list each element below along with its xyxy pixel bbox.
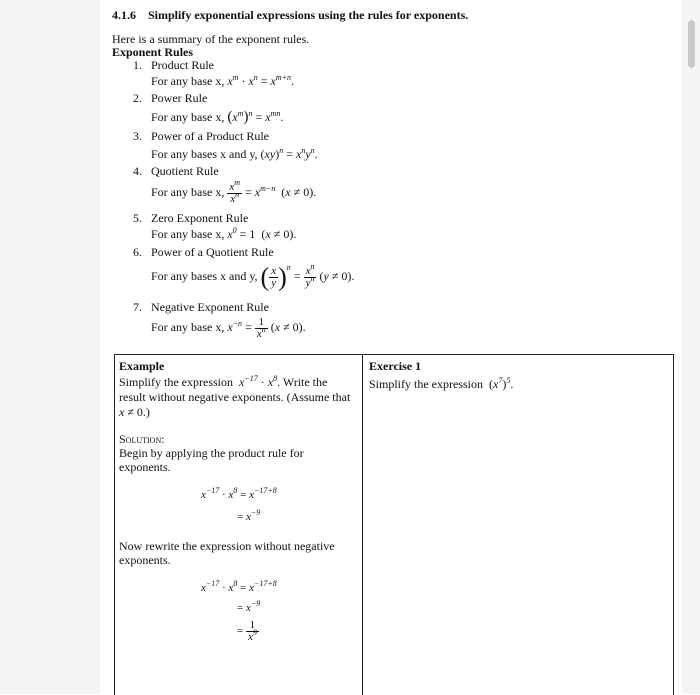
exercise-text: Simplify the expression $(x^7)^5$. [369, 376, 514, 391]
example-heading: Example [119, 359, 165, 373]
rule-formula: For any bases x and y, $(xy)^n = x^ny^n$. [151, 146, 318, 161]
math-line: = $x^{-9}$ [237, 508, 261, 523]
rule-number: 4. [133, 164, 142, 178]
example-line-1: Simplify the expression $x^{-17} \cdot x^8$. Write the [119, 374, 328, 389]
rule-formula: For any base x, $\frac{x^m}{x^n}$ = $x^{m-n}$ (x ≠ 0). [151, 177, 317, 205]
math-line: = $\frac{1}{x^9}$ [237, 619, 257, 643]
scrollbar-thumb[interactable] [688, 20, 695, 68]
document-page [100, 0, 682, 694]
rule-number: 3. [133, 129, 142, 143]
rule-name: Power Rule [151, 91, 208, 105]
solution-step-1: Begin by applying the product rule for [119, 446, 304, 460]
rule-number: 2. [133, 91, 142, 105]
intro-text: Here is a summary of the exponent rules. [112, 32, 310, 46]
exercise-heading: Exercise 1 [369, 359, 422, 373]
rule-number: 1. [133, 58, 142, 72]
left-margin [0, 0, 100, 694]
math-line: $x^{-17} \cdot x^8 = x^{-17+8}$ [201, 579, 277, 594]
rule-number: 7. [133, 300, 142, 314]
solution-step-2: Now rewrite the expression without negative [119, 539, 335, 553]
example-line-2: result without negative exponents. (Assume that [119, 390, 351, 404]
rule-prefix: For any bases x and y, [151, 269, 258, 283]
math-line: $x^{-17} \cdot x^8 = x^{-17+8}$ [201, 486, 277, 501]
section-title: Simplify exponential expressions using the rules for exponents. [148, 8, 469, 22]
rule-name: Product Rule [151, 58, 214, 72]
table-divider [362, 355, 363, 695]
rule-prefix: For any base x, [151, 320, 225, 334]
rule-formula: For any bases x and y, ( $\frac{x}{y}$ )$^n$ = $\frac{x^n}{y^n}$ (y ≠ 0). [151, 261, 355, 292]
rule-name: Zero Exponent Rule [151, 211, 249, 225]
rule-name: Power of a Quotient Rule [151, 245, 274, 259]
rule-prefix: For any base x, [151, 110, 225, 124]
rule-prefix: For any base x, [151, 74, 225, 88]
rule-prefix: For any base x, [151, 185, 225, 199]
rule-formula: For any base x, $(x^m)^n = x^{mn}$. [151, 109, 284, 125]
section-heading [112, 8, 468, 22]
rule-name: Quotient Rule [151, 164, 219, 178]
section-number: 4.1.6 [112, 8, 136, 22]
example-exercise-table [114, 354, 674, 695]
solution-step-2-cont: exponents. [119, 553, 171, 567]
solution-label: Solution: [119, 432, 165, 446]
math-line: = $x^{-9}$ [237, 599, 261, 614]
rule-formula: For any base x, $x^0 = 1$ (x ≠ 0). [151, 226, 297, 241]
rule-prefix: For any bases x and y, [151, 147, 258, 161]
rule-name: Negative Exponent Rule [151, 300, 269, 314]
example-line-3: x ≠ 0.) [119, 405, 150, 419]
scrollbar-track[interactable] [682, 0, 700, 694]
rule-formula: For any base x, $x^{-n}$ = $\frac{1}{x^n}$ (x ≠ 0). [151, 315, 306, 340]
rules-heading: Exponent Rules [112, 45, 194, 59]
rule-prefix: For any base x, [151, 227, 225, 241]
rule-number: 5. [133, 211, 142, 225]
solution-step-1-cont: exponents. [119, 460, 171, 474]
rule-number: 6. [133, 245, 142, 259]
rule-name: Power of a Product Rule [151, 129, 269, 143]
rule-formula: For any base x, $x^m \cdot x^n = x^{m+n}$. [151, 73, 295, 88]
